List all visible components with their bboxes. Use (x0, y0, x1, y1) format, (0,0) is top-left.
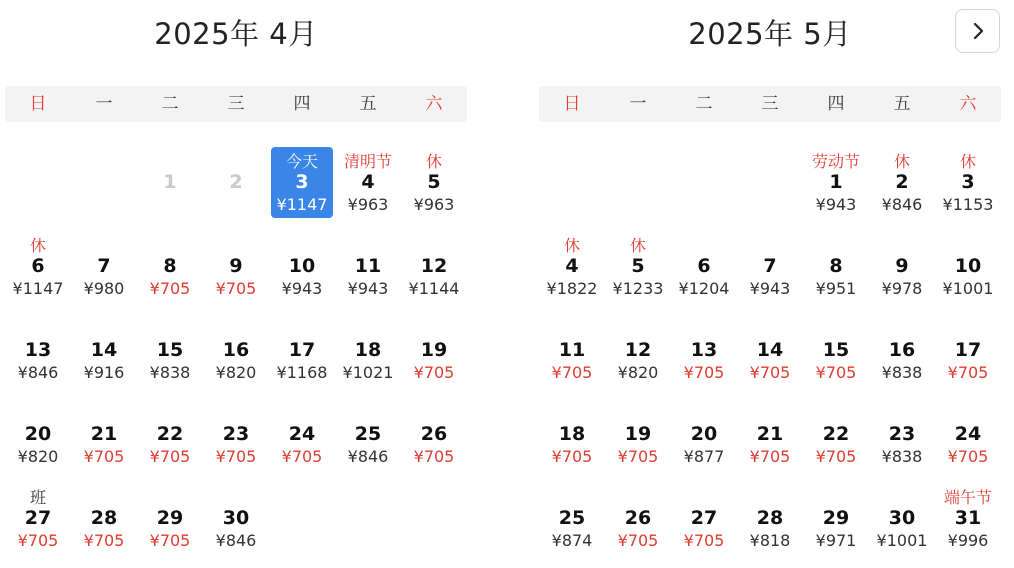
date-cell[interactable] (71, 395, 137, 479)
date-cell[interactable] (203, 479, 269, 563)
date-cell[interactable] (203, 395, 269, 479)
day-price: ¥705 (551, 363, 593, 382)
day-price: ¥951 (815, 279, 857, 298)
day-number: 25 (558, 507, 586, 529)
week-row (5, 311, 467, 395)
day-number: 21 (756, 423, 784, 445)
day-price: ¥705 (281, 447, 323, 466)
week-row (5, 479, 467, 563)
day-price: ¥705 (149, 531, 191, 550)
day-number: 30 (888, 507, 916, 529)
day-price: ¥705 (683, 531, 725, 550)
day-price: ¥943 (749, 279, 791, 298)
day-price: ¥980 (83, 279, 125, 298)
day-price: ¥705 (551, 447, 593, 466)
date-cell[interactable] (539, 311, 605, 395)
day-price: ¥705 (947, 447, 989, 466)
date-cell[interactable] (671, 395, 737, 479)
day-number: 23 (222, 423, 250, 445)
day-price: ¥838 (149, 363, 191, 382)
holiday-tag: 端午节 (943, 488, 992, 507)
day-number: 12 (420, 255, 448, 277)
month-panel-april (5, 0, 467, 568)
date-cell[interactable] (539, 479, 605, 563)
day-price: ¥877 (683, 447, 725, 466)
empty-cell (401, 479, 467, 563)
day-price: ¥1168 (276, 363, 328, 382)
day-price: ¥1822 (546, 279, 598, 298)
date-cell[interactable] (671, 479, 737, 563)
weekday-mon: 一 (629, 94, 647, 114)
day-price: ¥846 (347, 447, 389, 466)
day-number: 29 (822, 507, 850, 529)
day-number: 11 (354, 255, 382, 277)
date-cell[interactable] (137, 479, 203, 563)
holiday-tag: 清明节 (343, 152, 392, 171)
date-cell[interactable] (203, 227, 269, 311)
day-price: ¥705 (749, 363, 791, 382)
date-grid (539, 143, 1001, 563)
day-price: ¥838 (881, 363, 923, 382)
day-price: ¥916 (83, 363, 125, 382)
day-price: ¥943 (281, 279, 323, 298)
weekday-sat: 六 (425, 94, 443, 114)
day-price: ¥943 (815, 195, 857, 214)
date-grid (5, 143, 467, 563)
empty-cell (269, 479, 335, 563)
date-cell[interactable] (737, 227, 803, 311)
day-price: ¥705 (83, 531, 125, 550)
day-number: 14 (756, 339, 784, 361)
date-cell[interactable] (5, 479, 71, 563)
week-row (539, 479, 1001, 563)
day-number: 28 (90, 507, 118, 529)
holiday-tag: 今天 (285, 152, 318, 171)
day-number: 30 (222, 507, 250, 529)
day-price: ¥705 (413, 447, 455, 466)
date-cell[interactable] (269, 227, 335, 311)
date-cell[interactable] (335, 395, 401, 479)
week-row (5, 395, 467, 479)
date-cell[interactable] (137, 227, 203, 311)
day-number: 10 (288, 255, 316, 277)
date-cell[interactable] (869, 395, 935, 479)
day-number: 15 (156, 339, 184, 361)
date-cell[interactable] (71, 227, 137, 311)
date-cell[interactable] (539, 395, 605, 479)
day-price: ¥846 (215, 531, 257, 550)
date-cell (137, 143, 203, 227)
holiday-tag: 休 (563, 236, 580, 255)
week-row (5, 143, 467, 227)
day-number: 19 (624, 423, 652, 445)
day-price: ¥1204 (678, 279, 730, 298)
empty-cell (71, 143, 137, 227)
day-number: 24 (954, 423, 982, 445)
chevron-right-icon (967, 20, 989, 42)
day-number: 22 (822, 423, 850, 445)
day-price: ¥705 (617, 531, 659, 550)
day-number: 2 (895, 171, 909, 193)
holiday-tag: 休 (959, 152, 976, 171)
date-cell[interactable] (335, 311, 401, 395)
day-number: 1 (829, 171, 843, 193)
date-cell[interactable] (137, 311, 203, 395)
week-row (539, 143, 1001, 227)
day-number: 18 (558, 423, 586, 445)
day-number: 5 (631, 255, 645, 277)
day-number: 9 (895, 255, 909, 277)
date-cell[interactable] (803, 479, 869, 563)
empty-cell (5, 143, 71, 227)
day-number: 26 (624, 507, 652, 529)
day-price: ¥818 (749, 531, 791, 550)
day-number: 31 (954, 507, 982, 529)
date-cell[interactable] (401, 143, 467, 227)
date-cell[interactable] (605, 311, 671, 395)
day-price: ¥820 (215, 363, 257, 382)
day-number: 4 (565, 255, 579, 277)
date-cell[interactable] (5, 311, 71, 395)
day-number: 17 (288, 339, 316, 361)
day-price: ¥978 (881, 279, 923, 298)
day-price: ¥846 (881, 195, 923, 214)
day-number: 16 (888, 339, 916, 361)
day-price: ¥874 (551, 531, 593, 550)
day-number: 4 (361, 171, 375, 193)
weekday-header (539, 86, 1001, 122)
day-price: ¥971 (815, 531, 857, 550)
day-number: 5 (427, 171, 441, 193)
day-number: 2 (229, 171, 243, 193)
weekday-wed: 三 (761, 94, 779, 114)
day-number: 7 (97, 255, 111, 277)
day-price: ¥846 (17, 363, 59, 382)
date-cell[interactable] (401, 395, 467, 479)
empty-cell (605, 143, 671, 227)
day-number: 29 (156, 507, 184, 529)
day-price: ¥838 (881, 447, 923, 466)
holiday-tag: 休 (29, 236, 46, 255)
date-cell[interactable] (869, 311, 935, 395)
day-price: ¥705 (413, 363, 455, 382)
date-cell[interactable] (605, 395, 671, 479)
weekday-tue: 二 (161, 94, 179, 114)
month-panel-may (539, 0, 1001, 568)
date-cell[interactable] (203, 311, 269, 395)
day-number: 20 (690, 423, 718, 445)
day-price: ¥705 (749, 447, 791, 466)
day-number: 6 (31, 255, 45, 277)
date-cell[interactable] (671, 227, 737, 311)
holiday-tag: 休 (629, 236, 646, 255)
date-cell[interactable] (5, 395, 71, 479)
date-cell[interactable] (269, 395, 335, 479)
holiday-tag: 休 (893, 152, 910, 171)
day-number: 22 (156, 423, 184, 445)
day-price: ¥1147 (276, 195, 328, 214)
weekday-fri: 五 (893, 94, 911, 114)
date-cell[interactable] (335, 227, 401, 311)
date-cell[interactable] (401, 227, 467, 311)
holiday-tag: 休 (425, 152, 442, 171)
day-price: ¥1233 (612, 279, 664, 298)
day-number: 21 (90, 423, 118, 445)
week-row (539, 395, 1001, 479)
empty-cell (671, 143, 737, 227)
day-price: ¥1144 (408, 279, 460, 298)
day-number: 27 (690, 507, 718, 529)
date-cell[interactable] (71, 311, 137, 395)
day-number: 14 (90, 339, 118, 361)
day-price: ¥705 (83, 447, 125, 466)
date-cell[interactable] (869, 479, 935, 563)
day-number: 25 (354, 423, 382, 445)
day-number: 26 (420, 423, 448, 445)
day-price: ¥820 (17, 447, 59, 466)
weekday-fri: 五 (359, 94, 377, 114)
day-price: ¥1147 (12, 279, 64, 298)
date-cell[interactable] (935, 311, 1001, 395)
day-number: 7 (763, 255, 777, 277)
date-cell[interactable] (803, 227, 869, 311)
weekday-mon: 一 (95, 94, 113, 114)
date-cell[interactable] (539, 227, 605, 311)
day-number: 18 (354, 339, 382, 361)
day-number: 17 (954, 339, 982, 361)
weekday-sat: 六 (959, 94, 977, 114)
week-row (5, 227, 467, 311)
day-number: 9 (229, 255, 243, 277)
weekday-tue: 二 (695, 94, 713, 114)
date-cell[interactable] (71, 479, 137, 563)
day-number: 8 (829, 255, 843, 277)
date-cell[interactable] (737, 479, 803, 563)
day-number: 15 (822, 339, 850, 361)
weekday-thu: 四 (827, 94, 845, 114)
date-cell[interactable] (803, 143, 869, 227)
day-price: ¥705 (683, 363, 725, 382)
date-cell[interactable] (605, 479, 671, 563)
day-price: ¥705 (149, 279, 191, 298)
day-price: ¥943 (347, 279, 389, 298)
day-number: 6 (697, 255, 711, 277)
day-number: 16 (222, 339, 250, 361)
date-cell[interactable] (335, 143, 401, 227)
date-cell[interactable] (269, 311, 335, 395)
empty-cell (737, 143, 803, 227)
week-row (539, 311, 1001, 395)
day-price: ¥963 (347, 195, 389, 214)
date-cell[interactable] (5, 227, 71, 311)
day-number: 1 (163, 171, 177, 193)
date-cell[interactable] (737, 311, 803, 395)
day-price: ¥705 (815, 363, 857, 382)
day-price: ¥820 (617, 363, 659, 382)
day-price: ¥1021 (342, 363, 394, 382)
day-number: 19 (420, 339, 448, 361)
day-number: 11 (558, 339, 586, 361)
day-number: 23 (888, 423, 916, 445)
date-cell (203, 143, 269, 227)
date-cell[interactable] (137, 395, 203, 479)
week-row (539, 227, 1001, 311)
date-cell[interactable] (401, 311, 467, 395)
holiday-tag: 班 (29, 488, 46, 507)
date-cell[interactable] (737, 395, 803, 479)
day-price: ¥1153 (942, 195, 994, 214)
holiday-tag: 劳动节 (811, 152, 860, 171)
date-cell[interactable] (605, 227, 671, 311)
weekday-sun: 日 (29, 94, 47, 114)
date-cell[interactable] (803, 395, 869, 479)
weekday-wed: 三 (227, 94, 245, 114)
weekday-sun: 日 (563, 94, 581, 114)
day-price: ¥705 (617, 447, 659, 466)
day-number: 20 (24, 423, 52, 445)
day-price: ¥705 (947, 363, 989, 382)
day-number: 13 (24, 339, 52, 361)
date-cell[interactable] (671, 311, 737, 395)
day-price: ¥705 (149, 447, 191, 466)
empty-cell (539, 143, 605, 227)
date-cell-today[interactable] (269, 143, 335, 227)
day-price: ¥1001 (876, 531, 928, 550)
date-cell[interactable] (869, 143, 935, 227)
weekday-header (5, 86, 467, 122)
day-price: ¥705 (815, 447, 857, 466)
empty-cell (335, 479, 401, 563)
day-number: 24 (288, 423, 316, 445)
next-month-button[interactable] (955, 9, 1000, 53)
month-title: 2025年 5月 (688, 17, 852, 51)
day-price: ¥1001 (942, 279, 994, 298)
month-title: 2025年 4月 (154, 17, 318, 51)
weekday-thu: 四 (293, 94, 311, 114)
date-cell[interactable] (935, 227, 1001, 311)
date-cell[interactable] (935, 143, 1001, 227)
date-cell[interactable] (935, 395, 1001, 479)
day-number: 3 (295, 171, 309, 193)
day-number: 10 (954, 255, 982, 277)
day-number: 12 (624, 339, 652, 361)
day-number: 13 (690, 339, 718, 361)
day-number: 8 (163, 255, 177, 277)
day-number: 27 (24, 507, 52, 529)
day-price: ¥963 (413, 195, 455, 214)
date-cell[interactable] (803, 311, 869, 395)
date-cell[interactable] (935, 479, 1001, 563)
day-price: ¥705 (215, 279, 257, 298)
day-price: ¥705 (17, 531, 59, 550)
date-cell[interactable] (869, 227, 935, 311)
day-number: 28 (756, 507, 784, 529)
day-number: 3 (961, 171, 975, 193)
day-price: ¥996 (947, 531, 989, 550)
day-price: ¥705 (215, 447, 257, 466)
